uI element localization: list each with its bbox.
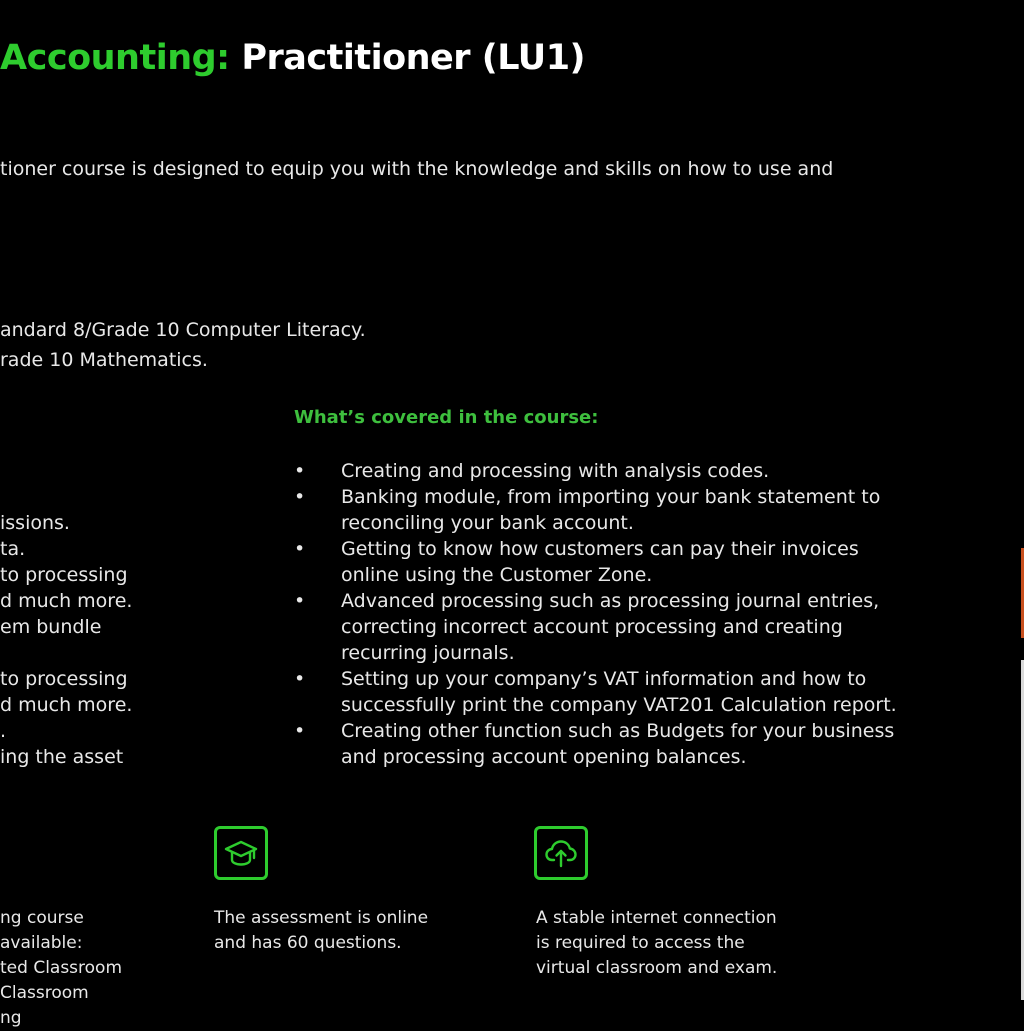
left-line: to processing [0, 668, 128, 690]
title-accent: Accounting: [0, 38, 230, 78]
covered-list [294, 458, 914, 770]
title-main: Practitioner (LU1) [241, 38, 586, 78]
prerequisite-math: rade 10 Mathematics. [0, 349, 208, 371]
list-item: • Getting to know how customers can pay their invoices online using the Customer Zone. [294, 536, 914, 588]
list-item: • Advanced processing such as processing journal entries, correcting incorrect account processing and creating recurring journals. [294, 588, 914, 666]
covered-heading: What’s covered in the course: [294, 407, 599, 428]
course-info [0, 906, 122, 1031]
internet-line: is required to access the [536, 933, 745, 953]
assessment-info [214, 906, 428, 956]
cloud-upload-icon [534, 826, 588, 880]
course-line: ng [0, 1008, 22, 1028]
list-item: • Creating and processing with analysis codes. [294, 458, 914, 484]
left-line: ing the asset [0, 746, 124, 768]
list-item: • Banking module, from importing your bank statement to reconciling your bank account. [294, 484, 914, 536]
internet-line: virtual classroom and exam. [536, 958, 778, 978]
assessment-line: The assessment is online [214, 908, 429, 928]
internet-line: A stable internet connection [536, 908, 777, 928]
internet-info [536, 906, 777, 981]
left-line: issions. [0, 512, 70, 534]
left-line [0, 640, 132, 666]
left-column [0, 510, 132, 770]
list-item: • Creating other function such as Budgets for your business and processing account opening balances. [294, 718, 914, 770]
graduation-cap-icon [214, 826, 268, 880]
left-line: em bundle [0, 616, 102, 638]
list-item: • Setting up your company’s VAT information and how to successfully print the company VAT201 Calculation report. [294, 666, 914, 718]
assessment-line: and has 60 questions. [214, 933, 402, 953]
left-line: ta. [0, 538, 26, 560]
course-line: Classroom [0, 983, 89, 1003]
intro-text: tioner course is designed to equip you with the knowledge and skills on how to use and [0, 158, 834, 180]
left-line: to processing [0, 564, 128, 586]
course-line: ng course [0, 908, 84, 928]
prerequisite-computer: andard 8/Grade 10 Computer Literacy. [0, 319, 366, 341]
course-line: available: [0, 933, 83, 953]
left-line: . [0, 720, 7, 742]
course-line: ted Classroom [0, 958, 123, 978]
left-line: d much more. [0, 694, 133, 716]
page-title [0, 38, 585, 78]
left-line: d much more. [0, 590, 133, 612]
